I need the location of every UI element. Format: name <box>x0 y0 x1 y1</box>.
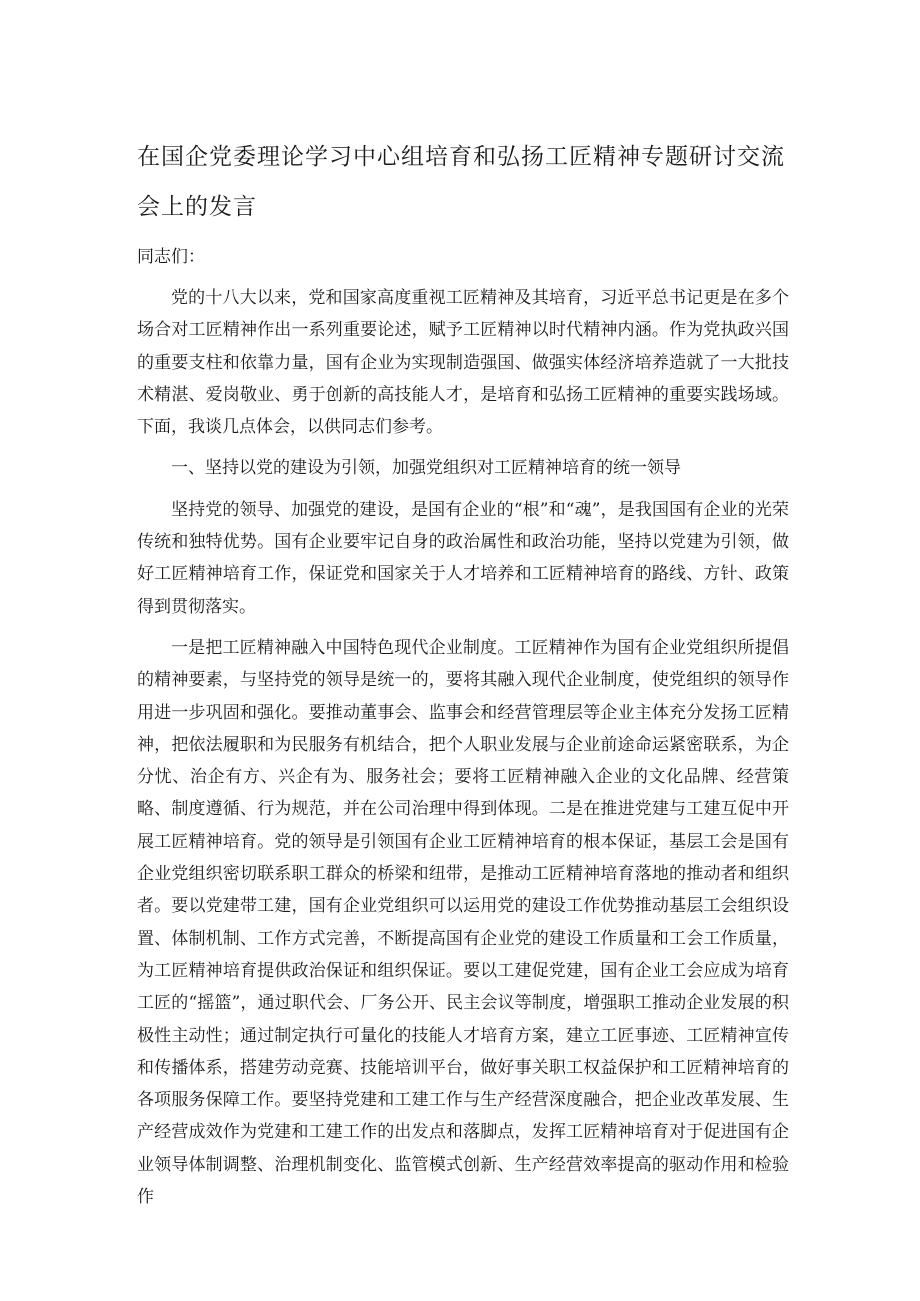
paragraph-intro: 党的十八大以来，党和国家高度重视工匠精神及其培育，习近平总书记更是在多个场合对工匠精神作出一系列重要论述，赋予工匠精神以时代精神内涵。作为党执政兴国的重要支柱和依靠力量，国有企业为实现制造强国、做强实体经济培养造就了一大批技术精湛、爱岗敬业、勇于创新的高技能人才，是培育和弘扬工匠精神的重要实践场域。下面，我谈几点体会，以供同志们参考。 <box>137 288 789 438</box>
paragraph-section-1-details: 一是把工匠精神融入中国特色现代企业制度。工匠精神作为国有企业党组织所提倡的精神要素，与坚持党的领导是统一的，要将其融入现代企业制度，使党组织的领导作用进一步巩固和强化。要推动董事会、监事会和经营管理层等企业主体充分发扬工匠精神，把依法履职和为民服务有机结合，把个人职业发展与企业前途命运紧密联系，为企分忧、治企有方、兴企有为、服务社会；要将工匠精神融入企业的文化品牌、经营策略、制度遵循、行为规范，并在公司治理中得到体现。二是在推进党建与工建互促中开展工匠精神培育。党的领导是引领国有企业工匠精神培育的根本保证，基层工会是国有企业党组织密切联系职工群众的桥梁和纽带，是推动工匠精神培育落地的推动者和组织者。要以党建带工建，国有企业党组织可以运用党的建设工作优势推动基层工会组织设置、体制机制、工作方式完善，不断提高国有企业党的建设工作质量和工会工作质量，为工匠精神培育提供政治保证和组织保证。要以工建促党建，国有企业工会应成为培育工匠的“摇篮”，通过职代会、厂务公开、民主会议等制度，增强职工推动企业发展的积极性主动性；通过制定执行可量化的技能人才培育方案，建立工匠事迹、工匠精神宣传和传播体系，搭建劳动竞赛、技能培训平台，做好事关职工权益保护和工匠精神培育的各项服务保障工作。要坚持党建和工建工作与生产经营深度融合，把企业改革发展、生产经营成效作为党建和工建工作的出发点和落脚点，发挥工匠精神培育对于促进国有企业领导体制调整、治理机制变化、监管模式创新、生产经营效率提高的驱动作用和检验作 <box>137 637 789 1208</box>
section-heading-1: 一、坚持以党的建设为引领，加强党组织对工匠精神培育的统一领导 <box>171 458 681 479</box>
document-title: 在国企党委理论学习中心组培育和弘扬工匠精神专题研讨交流会上的发言 <box>137 144 785 220</box>
paragraph-section-1-overview: 坚持党的领导、加强党的建设，是国有企业的“根”和“魂”，是我国国有企业的光荣传统和独特优势。国有企业要牢记自身的政治属性和政治功能，坚持以党建为引领，做好工匠精神培育工作，保证党和国家关于人才培养和工匠精神培育的路线、方针、政策得到贯彻落实。 <box>137 499 789 617</box>
greeting: 同志们： <box>137 247 205 267</box>
document-body <box>137 282 789 1213</box>
